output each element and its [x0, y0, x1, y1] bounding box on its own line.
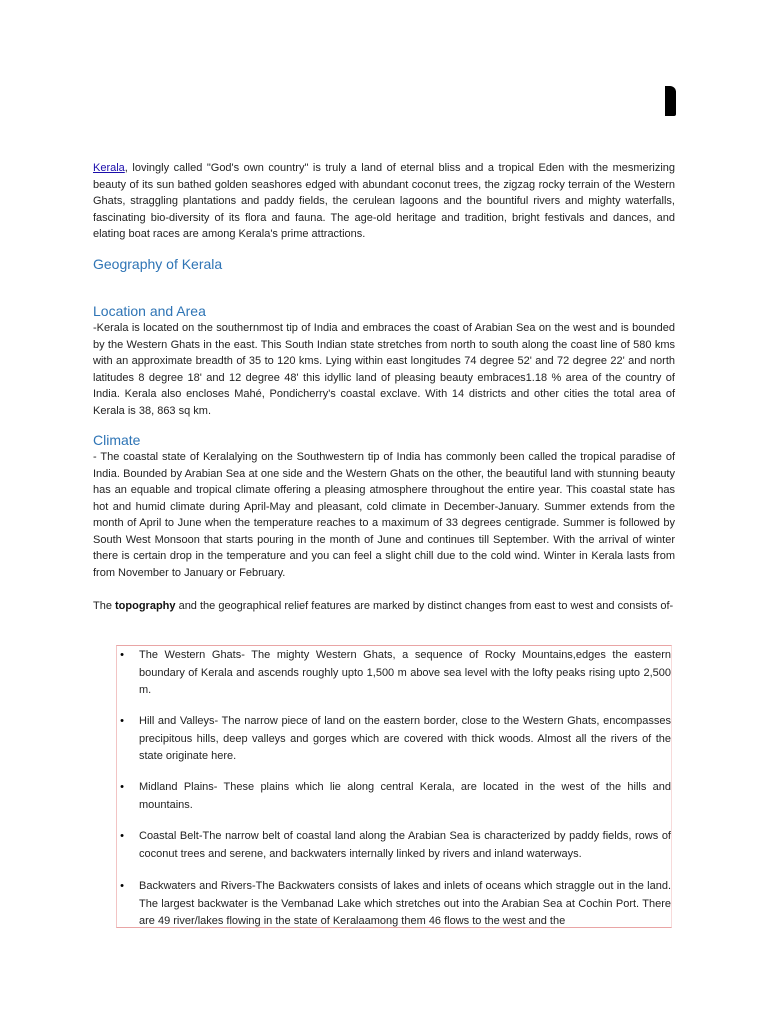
- bullet-dot: •: [120, 880, 124, 892]
- location-paragraph: -Kerala is located on the southernmost tip of India and embraces the coast of Arabian Sea on the west and is bounded by the Western Ghats in the east. This South Indian state stretches from north to south along the coast line of 580 kms with an approximate breadth of 35 to 120 kms. Lying within east longitudes 74 degree 52' and 72 degree 22' and north latitudes 8 degree 18' and 12 degree 48' this idyllic land of pleasing beauty embraces1.18 % area of the country of India. Kerala also encloses Mahé, Pondicherry's coastal exclave. With 14 districts and other cities the total area of Kerala is 38, 863 sq km.: [93, 322, 675, 417]
- topography-prefix: The: [93, 600, 116, 612]
- page-corner-mark: [665, 86, 676, 116]
- topography-bold: topography: [115, 600, 176, 612]
- list-item-text: Hill and Valleys- The narrow piece of land on the eastern border, close to the Western Ghats, encompasses precipitous hills, deep valleys and gorges which are covered with thick woods. Almost all the rivers of the state originate here.: [139, 715, 671, 762]
- bullet-dot: •: [120, 649, 124, 661]
- bullet-dot: •: [120, 830, 124, 842]
- topography-paragraph: [93, 598, 675, 615]
- list-item: [117, 779, 671, 814]
- topography-list: [116, 645, 672, 928]
- bullet-dot: •: [120, 715, 124, 727]
- topography-suffix: and the geographical relief features are marked by distinct changes from east to west and consists of-: [175, 600, 674, 612]
- list-item-text: The Western Ghats- The mighty Western Ghats, a sequence of Rocky Mountains,edges the eastern boundary of Kerala and ascends roughly upto 1,500 m above sea level with the lofty peaks rising upto 2,500 m.: [139, 649, 671, 696]
- list-item: [117, 828, 671, 863]
- list-item-text: Coastal Belt-The narrow belt of coastal land along the Arabian Sea is characterized by paddy fields, rows of coconut trees and serene, and backwaters internally linked by rivers and inland waterways.: [139, 830, 671, 860]
- climate-heading: Climate: [93, 432, 141, 448]
- geography-heading: Geography of Kerala: [93, 256, 223, 272]
- kerala-link[interactable]: Kerala: [93, 162, 125, 174]
- bullet-dot: •: [120, 781, 124, 793]
- list-item: [117, 878, 671, 928]
- list-item-text: Backwaters and Rivers-The Backwaters consists of lakes and inlets of oceans which straggle out in the land. The largest backwater is the Vembanad Lake which stretches out into the Arabian Sea at Cochin Port. There are 49 river/lakes flowing in the state of Keralaamong them 46 flows to the west and the: [139, 880, 671, 927]
- location-heading: Location and Area: [93, 303, 206, 319]
- intro-paragraph: [93, 160, 675, 243]
- intro-text: , lovingly called "God's own country" is truly a land of eternal bliss and a tropical Eden with the mesmerizing beauty of its sun bathed golden seashores edged with abundant coconut trees, the zigzag rocky terrain of the Western Ghats, straggling plantations and paddy fields, the cerulean lagoons and the bountiful rivers and mighty waterfalls, fascinating bio-diversity of its flora and fauna. The age-old heritage and tradition, bright festivals and dances, and elating boat races are among Kerala's prime attractions.: [93, 162, 675, 240]
- climate-paragraph: - The coastal state of Keralalying on the Southwestern tip of India has commonly been called the tropical paradise of India. Bounded by Arabian Sea at one side and the Western Ghats on the other, the beautiful land with stunning beauty has an equable and tropical climate offering a pleasing atmosphere throughout the entire year. This coastal state has hot and humid climate during April-May and pleasant, cold climate in December-January. Summer extends from the month of April to June when the temperature reaches to a maximum of 33 degrees centigrade. Summer is followed by South West Monsoon that starts pouring in the month of June and continues till September. With the arrival of winter there is certain drop in the temperature and you can feel a slight chill due to the cold wind. Winter in Kerala lasts from from November to January or February.: [93, 451, 675, 579]
- list-item: [117, 647, 671, 700]
- list-item-text: Midland Plains- These plains which lie along central Kerala, are located in the west of the hills and mountains.: [139, 781, 671, 811]
- list-item: [117, 713, 671, 766]
